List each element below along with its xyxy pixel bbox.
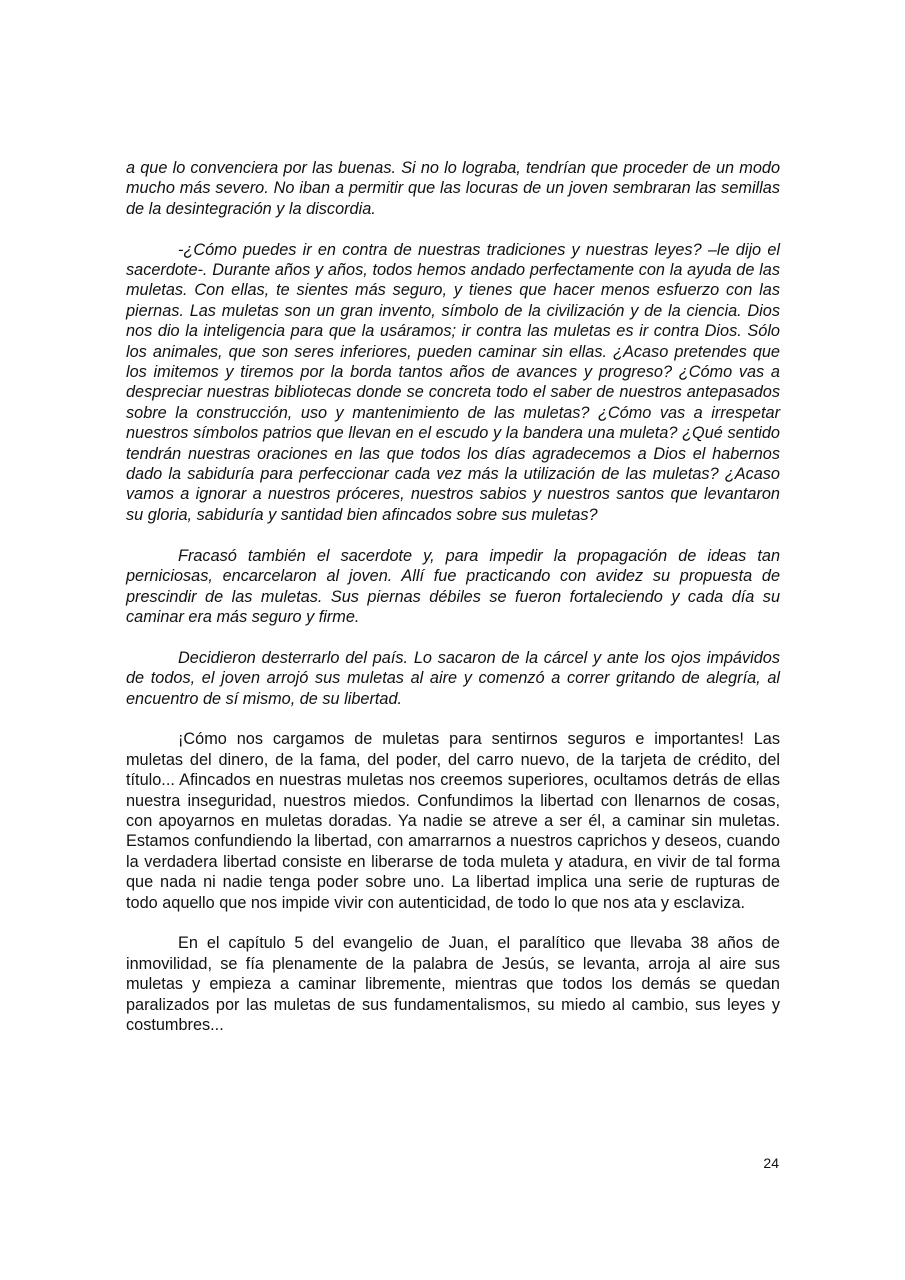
paragraph-reflection: ¡Cómo nos cargamos de muletas para sentirnos seguros e importantes! Las muletas del dinero, de la fama, del poder, del carro nuevo, de la tarjeta de crédito, del título... Afincados en nuestras muletas nos creemos superiores, ocultamos detrás de ellas nuestra inseguridad, nuestros miedos. Confundimos la libertad con llenarnos de cosas, con apoyarnos en muletas doradas. Ya nadie se atreve a ser él, a caminar sin muletas. Estamos confundiendo la libertad, con amarrarnos a nuestros caprichos y deseos, cuando la verdadera libertad consiste en liberarse de toda muleta y atadura, en vivir de tal forma que nada ni nadie tenga poder sobre uno. La libertad implica una serie de rupturas de todo aquello que nos impide vivir con autenticidad, de todo lo que nos ata y esclaviza. bbox=[126, 730, 780, 912]
paragraph-continuation: a que lo convenciera por las buenas. Si no lo lograba, tendrían que proceder de un modo mucho más severo. No iban a permitir que las locuras de un joven sembraran las semillas de la desintegración y la discordia. bbox=[126, 159, 780, 218]
document-body bbox=[126, 158, 780, 1056]
page-number: 24 bbox=[763, 1155, 779, 1171]
paragraph-imprisonment: Fracasó también el sacerdote y, para impedir la propagación de ideas tan perniciosas, encarcelaron al joven. Allí fue practicando con avidez su propuesta de prescindir de las muletas. Sus piernas débiles se fueron fortaleciendo y cada día su caminar era más seguro y firme. bbox=[126, 546, 780, 626]
paragraph-gospel: En el capítulo 5 del evangelio de Juan, el paralítico que llevaba 38 años de inmovilidad, se fía plenamente de la palabra de Jesús, se levanta, arroja al aire sus muletas y empieza a caminar libremente, mientras que todos los demás se quedan paralizados por las muletas de sus fundamentalismos, su miedo al cambio, sus leyes y costumbres... bbox=[126, 934, 780, 1034]
paragraph-exile: Decidieron desterrarlo del país. Lo sacaron de la cárcel y ante los ojos impávidos de todos, el joven arrojó sus muletas al aire y comenzó a correr gritando de alegría, al encuentro de sí mismo, de su libertad. bbox=[126, 648, 780, 708]
paragraph-priest-speech: -¿Cómo puedes ir en contra de nuestras tradiciones y nuestras leyes? –le dijo el sacerdote-. Durante años y años, todos hemos andado perfectamente con la ayuda de las muletas. Con ellas, te sientes más seguro, y tienes que hacer menos esfuerzo con las piernas. Las muletas son un gran invento, símbolo de la civilización y de la ciencia. Dios nos dio la inteligencia para que la usáramos; ir contra las muletas es ir contra Dios. Sólo los animales, que son seres inferiores, pueden caminar sin ellas. ¿Acaso pretendes que los imitemos y tiremos por la borda tantos años de avances y progreso? ¿Cómo vas a despreciar nuestras bibliotecas donde se concreta todo el saber de nuestros antepasados sobre la construcción, uso y mantenimiento de las muletas? ¿Cómo vas a irrespetar nuestros símbolos patrios que llevan en el escudo y la bandera una muleta? ¿Qué sentido tendrán nuestras oraciones en las que todos los días agradecemos a Dios el habernos dado la sabiduría para perfeccionar cada vez más la utilización de las muletas? ¿Acaso vamos a ignorar a nuestros próceres, nuestros sabios y nuestros santos que levantaron su gloria, sabiduría y santidad bien afincados sobre sus muletas? bbox=[126, 240, 780, 524]
